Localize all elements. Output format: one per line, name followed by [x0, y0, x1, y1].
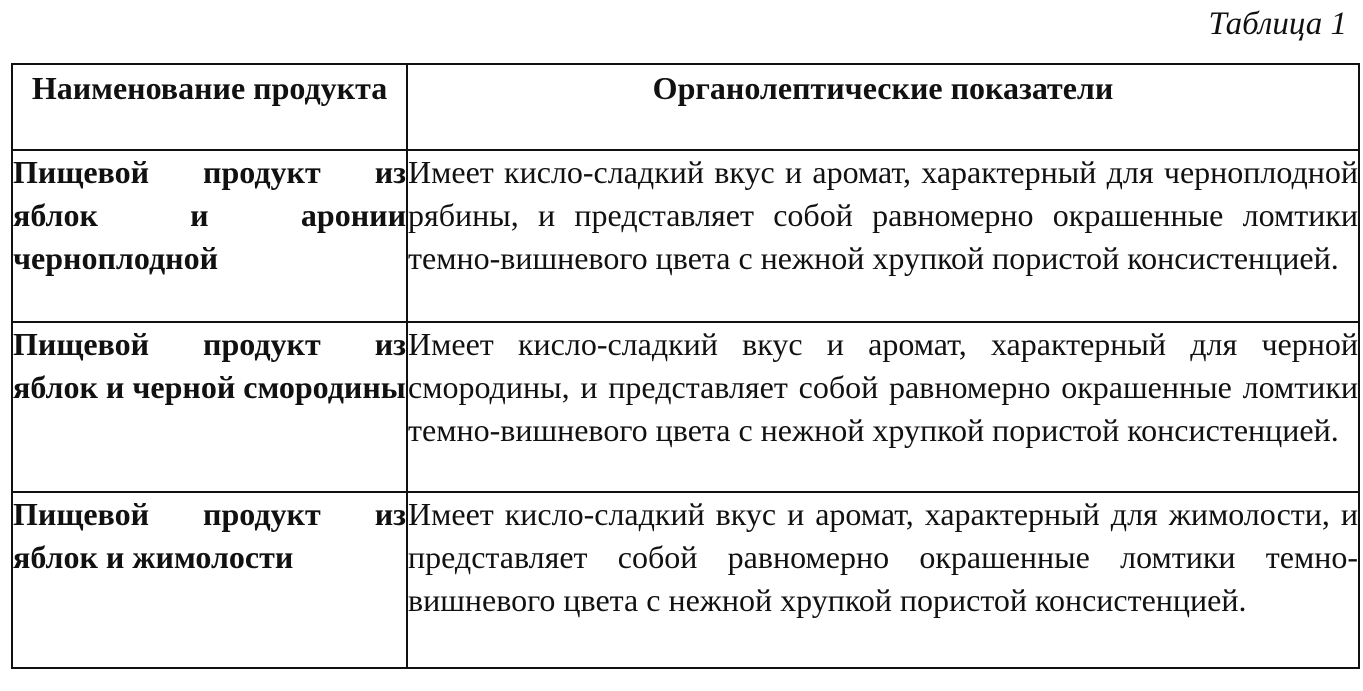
description-cell: Имеет кисло-сладкий вкус и аромат, характерный для черноплодной рябины, и представляет собой равномерно окрашенные ломтики темно-вишневого цвета с нежной хрупкой пористой консистенцией. [407, 150, 1359, 322]
table-row [12, 492, 1359, 668]
header-organoleptic [407, 64, 1359, 150]
product-name-cell: Пищевой продукт из яблок и жимолости [12, 492, 407, 668]
header-organoleptic-text: Органолептические показатели [652, 70, 1114, 106]
product-name-cell: Пищевой продукт из яблок и аронии черноплодной [12, 150, 407, 322]
table-caption: Таблица 1 [1208, 6, 1347, 42]
organoleptic-table [11, 63, 1360, 669]
product-name-cell: Пищевой продукт из яблок и черной смородины [12, 322, 407, 492]
table-row [12, 322, 1359, 492]
table-row [12, 150, 1359, 322]
table-header-row [12, 64, 1359, 150]
description-cell: Имеет кисло-сладкий вкус и аромат, характерный для черной смородины, и представляет собой равномерно окрашенные ломтики темно-вишневого цвета с нежной хрупкой пористой консистенцией. [407, 322, 1359, 492]
header-product-name-text: Наименование продукта [31, 70, 388, 106]
description-cell: Имеет кисло-сладкий вкус и аромат, характерный для жимолости, и представляет собой равномерно окрашенные ломтики темно-вишневого цвета с нежной хрупкой пористой консистенцией. [407, 492, 1359, 668]
header-product-name [12, 64, 407, 150]
